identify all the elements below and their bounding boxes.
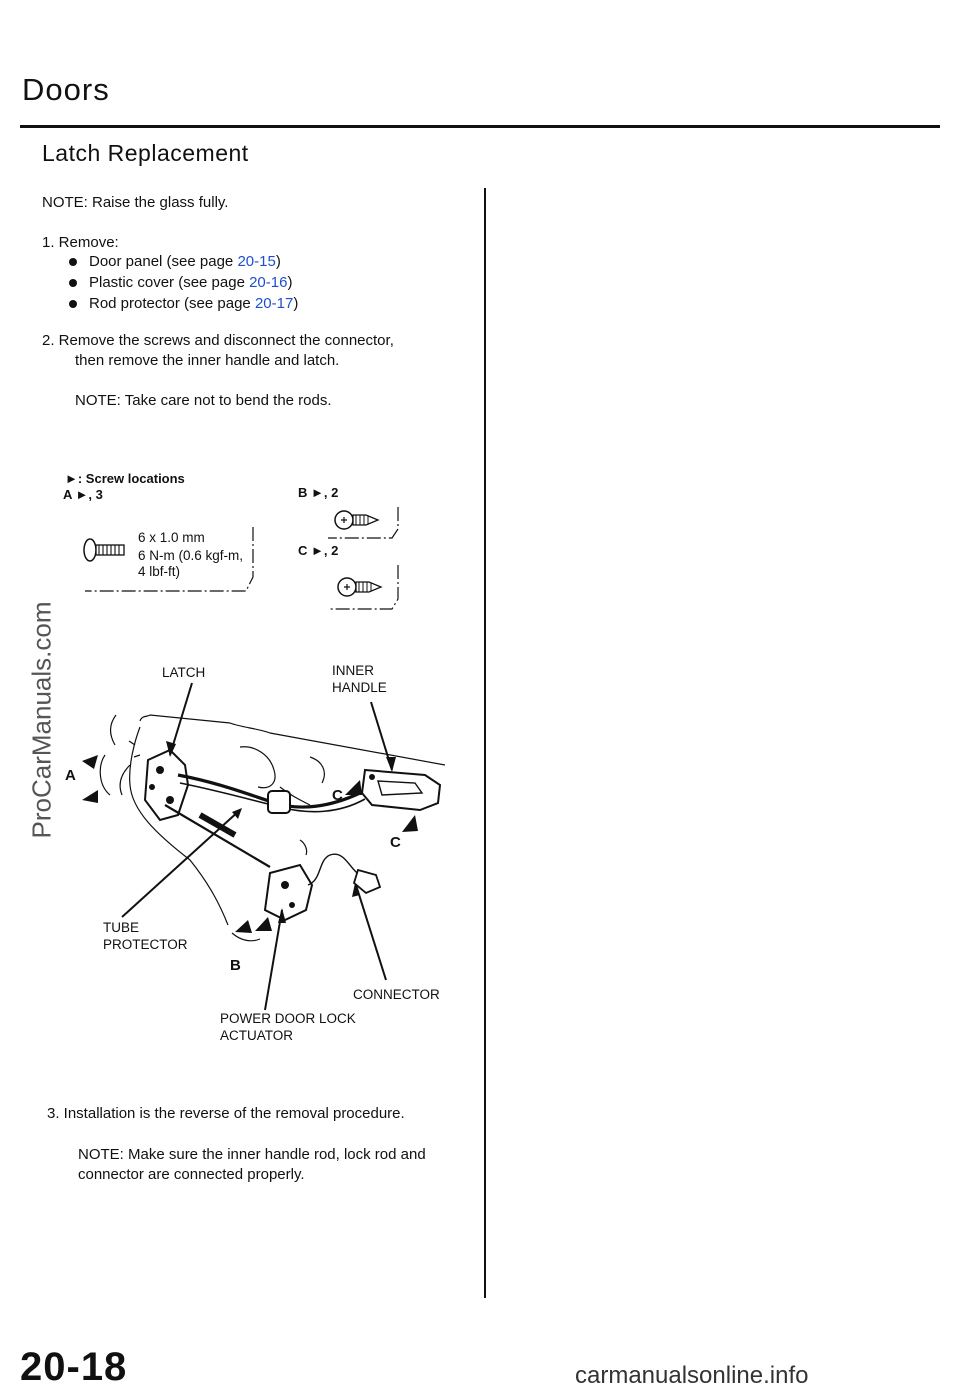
screw-b-icon bbox=[335, 511, 378, 529]
step-2-text: 2. Remove the screws and disconnect the connector, bbox=[42, 332, 394, 349]
title-rule bbox=[20, 125, 940, 128]
page-subtitle: Latch Replacement bbox=[42, 140, 249, 166]
leader-lines bbox=[122, 683, 392, 1010]
rods bbox=[165, 775, 380, 867]
position-letter-c: C bbox=[332, 787, 343, 804]
step-3-note: NOTE: Make sure the inner handle rod, lock rod and bbox=[78, 1146, 426, 1163]
position-letter-b: B bbox=[230, 957, 241, 974]
list-item: Plastic cover (see page 20-16) bbox=[65, 273, 298, 294]
step-3-text: 3. Installation is the reverse of the removal procedure. bbox=[47, 1105, 405, 1122]
screw-spec-torque: 6 N-m (0.6 kgf-m, bbox=[138, 548, 244, 563]
inner-handle-label-line2: HANDLE bbox=[332, 680, 387, 695]
tube-protector-label-line2: PROTECTOR bbox=[103, 937, 188, 952]
inner-handle bbox=[362, 770, 440, 810]
step-3-note-cont: connector are connected properly. bbox=[78, 1166, 305, 1183]
screw-c-icon bbox=[338, 578, 381, 596]
latch-diagram bbox=[60, 465, 460, 1055]
screw-a-label: A ►, 3 bbox=[63, 487, 103, 502]
latch-label: LATCH bbox=[162, 665, 206, 680]
step-1-list bbox=[65, 252, 298, 315]
note-raise-glass: NOTE: Raise the glass fully. bbox=[42, 194, 229, 211]
page-ref-link[interactable]: 20-16 bbox=[249, 274, 288, 291]
step-1-text: 1. Remove: bbox=[42, 234, 119, 251]
step-2-text-cont: then remove the inner handle and latch. bbox=[75, 352, 340, 369]
section-title: Doors bbox=[22, 72, 110, 107]
footer-site-text: carmanualsonline.info bbox=[575, 1362, 809, 1389]
list-item: Rod protector (see page 20-17) bbox=[65, 294, 298, 315]
actuator-label-line1: POWER DOOR LOCK bbox=[220, 1011, 356, 1026]
watermark-text: ProCarManuals.com bbox=[26, 601, 57, 839]
page-ref-link[interactable]: 20-17 bbox=[254, 295, 294, 312]
page-ref-link[interactable]: 20-15 bbox=[237, 253, 276, 270]
page-number: 20-18 bbox=[20, 1345, 128, 1389]
tube-protector-label-line1: TUBE bbox=[103, 920, 140, 935]
connector-label: CONNECTOR bbox=[353, 987, 440, 1002]
position-letter-c: C bbox=[390, 834, 401, 851]
screw-spec-size: 6 x 1.0 mm bbox=[138, 530, 205, 545]
step-2-note: NOTE: Take care not to bend the rods. bbox=[75, 392, 332, 409]
position-letter-a: A bbox=[65, 767, 76, 784]
list-item: Door panel (see page 20-15) bbox=[65, 252, 298, 273]
screw-c-label: C ►, 2 bbox=[298, 543, 339, 558]
inner-handle-label-line1: INNER bbox=[332, 663, 375, 678]
screw-a-icon bbox=[84, 539, 124, 561]
actuator-label-line2: ACTUATOR bbox=[220, 1028, 294, 1043]
screw-b-label: B ►, 2 bbox=[298, 485, 339, 500]
screw-legend: ►: Screw locations bbox=[65, 471, 185, 486]
screw-spec-torque-imperial: 4 lbf-ft) bbox=[138, 564, 181, 579]
rod-clip bbox=[268, 791, 290, 813]
column-divider bbox=[484, 188, 486, 1298]
